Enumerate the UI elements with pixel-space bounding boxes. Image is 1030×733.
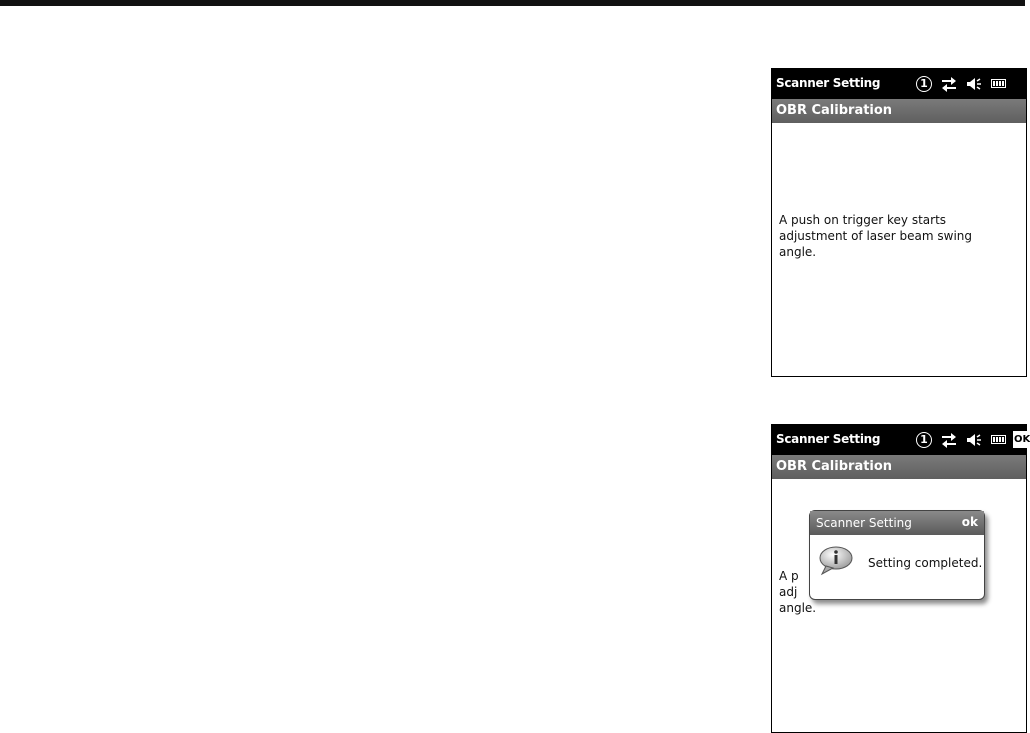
battery-icon[interactable]	[991, 79, 1007, 88]
sim-slot-one-icon[interactable]: 1	[916, 432, 932, 448]
app-title: Scanner Setting	[776, 432, 881, 446]
speaker-icon[interactable]	[965, 431, 983, 449]
message-dialog	[809, 510, 985, 600]
page-top-rule	[0, 0, 1025, 6]
speaker-icon[interactable]	[965, 75, 983, 93]
sub-header	[772, 455, 1026, 479]
dialog-title: Scanner Setting	[816, 516, 912, 530]
ok-button[interactable]: OK	[1013, 431, 1030, 448]
instruction-line: angle.	[779, 601, 817, 615]
instruction-line: A push on trigger key starts	[779, 213, 947, 227]
info-icon	[818, 545, 854, 575]
instruction-line: A p	[779, 569, 799, 583]
sub-header-title: OBR Calibration	[776, 103, 893, 118]
device-screen-1	[771, 68, 1027, 377]
dialog-ok-button[interactable]: ok	[961, 515, 978, 529]
connectivity-icon[interactable]	[940, 75, 958, 93]
sub-header	[772, 99, 1026, 123]
instruction-line: adjustment of laser beam swing	[779, 229, 972, 243]
title-bar	[772, 425, 1030, 455]
instruction-text	[779, 212, 1019, 260]
sim-slot-one-icon[interactable]: 1	[916, 76, 932, 92]
dialog-message: Setting completed.	[868, 556, 983, 570]
dialog-title-bar	[810, 511, 984, 535]
instruction-line: adj	[779, 585, 798, 599]
connectivity-icon[interactable]	[940, 431, 958, 449]
title-bar	[772, 69, 1026, 99]
app-title: Scanner Setting	[776, 76, 881, 90]
instruction-line: angle.	[779, 245, 817, 259]
device-screen-2	[771, 424, 1030, 733]
sub-header-title: OBR Calibration	[776, 459, 893, 474]
battery-icon[interactable]	[991, 435, 1007, 444]
